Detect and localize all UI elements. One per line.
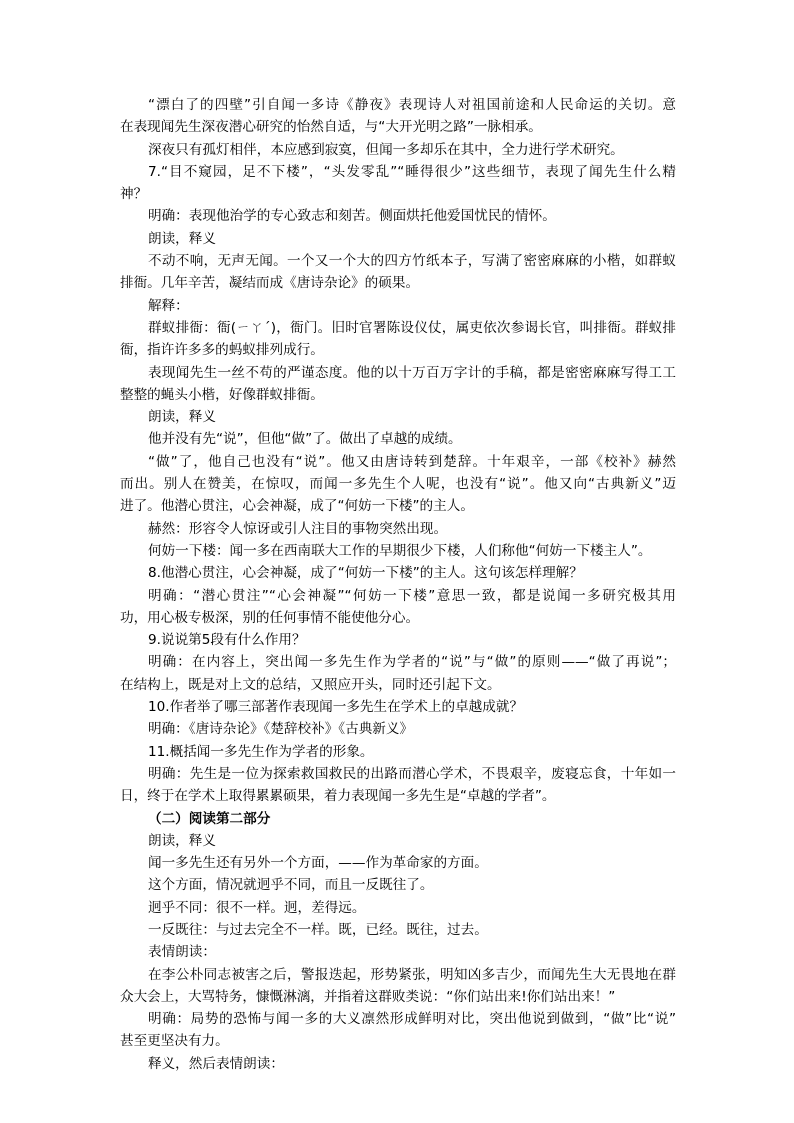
text-line: 在表现闻先生深夜潜心研究的怡然自适，与“大开光明之路”一脉相承。 xyxy=(120,119,542,136)
text-line: 明确：“潜心贯注”“心会神凝”“何妨一下楼”意思一致，都是说闻一多研究极其用 xyxy=(148,587,676,604)
text-line: “做”了，他自己也没有“说”。他又由唐诗转到楚辞。十年艰辛，一部《校补》赫然 xyxy=(148,453,676,470)
text-line: 明确：先生是一位为探索救国救民的出路而潜心学术，不畏艰辛，废寝忘食，十年如一 xyxy=(148,765,676,782)
text-line: 深夜只有孤灯相伴，本应感到寂寞，但闻一多却乐在其中，全力进行学术研究。 xyxy=(148,141,624,158)
text-line: 在李公朴同志被害之后，警报迭起，形势紧张，明知凶多吉少，而闻先生大无畏地在群 xyxy=(148,966,676,983)
text-line: 衙，指许许多多的蚂蚁排列成行。 xyxy=(120,342,324,359)
text-line: 解释： xyxy=(148,297,189,314)
text-line: 群蚁排衙：衙(ㄧㄚˊ)，衙门。旧时官署陈设仪仗，属吏依次参谒长官，叫排衙。群蚁排 xyxy=(148,319,676,336)
text-line: 日，终于在学术上取得累累硕果，着力表现闻一多先生是“卓越的学者”。 xyxy=(120,788,556,805)
text-line: 明确：局势的恐怖与闻一多的大义凛然形成鲜明对比，突出他说到做到，“做”比“说” xyxy=(148,1011,676,1028)
text-line: 功，用心极专极深，别的任何事情不能使他分心。 xyxy=(120,609,420,626)
text-line: 闻一多先生还有另外一个方面，——作为革命家的方面。 xyxy=(148,855,488,872)
document-page xyxy=(120,94,676,1075)
text-line: 神？ xyxy=(120,186,148,203)
text-line: 朗读，释义 xyxy=(148,832,216,849)
text-line: 11.概括闻一多先生作为学者的形象。 xyxy=(148,743,374,760)
text-line: 10.作者举了哪三部著作表现闻一多先生在学术上的卓越成就？ xyxy=(148,699,524,716)
text-line: 排衙。几年辛苦，凝结而成《唐诗杂论》的硕果。 xyxy=(120,275,420,292)
text-line: 8.他潜心贯注，心会神凝，成了“何妨一下楼”的主人。这句该怎样理解？ xyxy=(148,565,583,582)
text-line: 一反既往：与过去完全不一样。既，已经。既往，过去。 xyxy=(148,921,488,938)
text-line: 甚至更坚决有力。 xyxy=(120,1033,229,1050)
text-line: “漂白了的四壁”引自闻一多诗《静夜》表现诗人对祖国前途和人民命运的关切。意 xyxy=(148,97,676,113)
text-line: 表现闻先生一丝不苟的严谨态度。他的以十万百万字计的手稿，都是密密麻麻写得工工 xyxy=(148,364,676,381)
text-line: 不动不响，无声无闻。一个又一个大的四方竹纸本子，写满了密密麻麻的小楷，如群蚁 xyxy=(148,253,676,270)
text-line: 赫然：形容令人惊讶或引人注目的事物突然出现。 xyxy=(148,520,448,537)
text-line: 明确：《唐诗杂论》《楚辞校补》《古典新义》 xyxy=(148,721,414,738)
text-line: 整整的蝇头小楷，好像群蚁排衙。 xyxy=(120,386,324,403)
text-line: 朗读，释义 xyxy=(148,409,216,426)
text-line: 众大会上，大骂特务，慷慨淋漓，并指着这群败类说：“你们站出来!你们站出来！” xyxy=(120,988,616,1005)
section-heading: （二）阅读第二部分 xyxy=(148,810,271,827)
text-line: 这个方面，情况就迥乎不同，而且一反既往了。 xyxy=(148,877,434,894)
text-line: 何妨一下楼：闻一多在西南联大工作的早期很少下楼，人们称他“何妨一下楼主人”。 xyxy=(148,542,652,559)
text-line: 朗读，释义 xyxy=(148,230,216,247)
text-line: 明确：表现他治学的专心致志和刻苦。侧面烘托他爱国忧民的情怀。 xyxy=(148,208,556,225)
text-line: 7.“目不窥园，足不下楼”，“头发零乱”“睡得很少”这些细节，表现了闻先生什么精 xyxy=(148,163,676,180)
text-line: 进了。他潜心贯注，心会神凝，成了“何妨一下楼”的主人。 xyxy=(120,498,474,515)
text-line: 迥乎不同：很不一样。迥，差得远。 xyxy=(148,899,366,916)
text-line: 释义，然后表情朗读： xyxy=(148,1055,284,1072)
text-line: 9.说说第5段有什么作用？ xyxy=(148,632,306,649)
text-line: 而出。别人在赞美，在惊叹，而闻一多先生个人呢，也没有“说”。他又向“古典新义”迈 xyxy=(120,476,676,493)
text-line: 明确：在内容上，突出闻一多先生作为学者的“说”与“做”的原则——“做了再说”； xyxy=(148,654,676,671)
text-line: 在结构上，既是对上文的总结，又照应开头，同时还引起下文。 xyxy=(120,676,501,693)
text-line: 他并没有先“说”，但他“做”了。做出了卓越的成绩。 xyxy=(148,431,462,448)
text-line: 表情朗读： xyxy=(148,944,216,961)
